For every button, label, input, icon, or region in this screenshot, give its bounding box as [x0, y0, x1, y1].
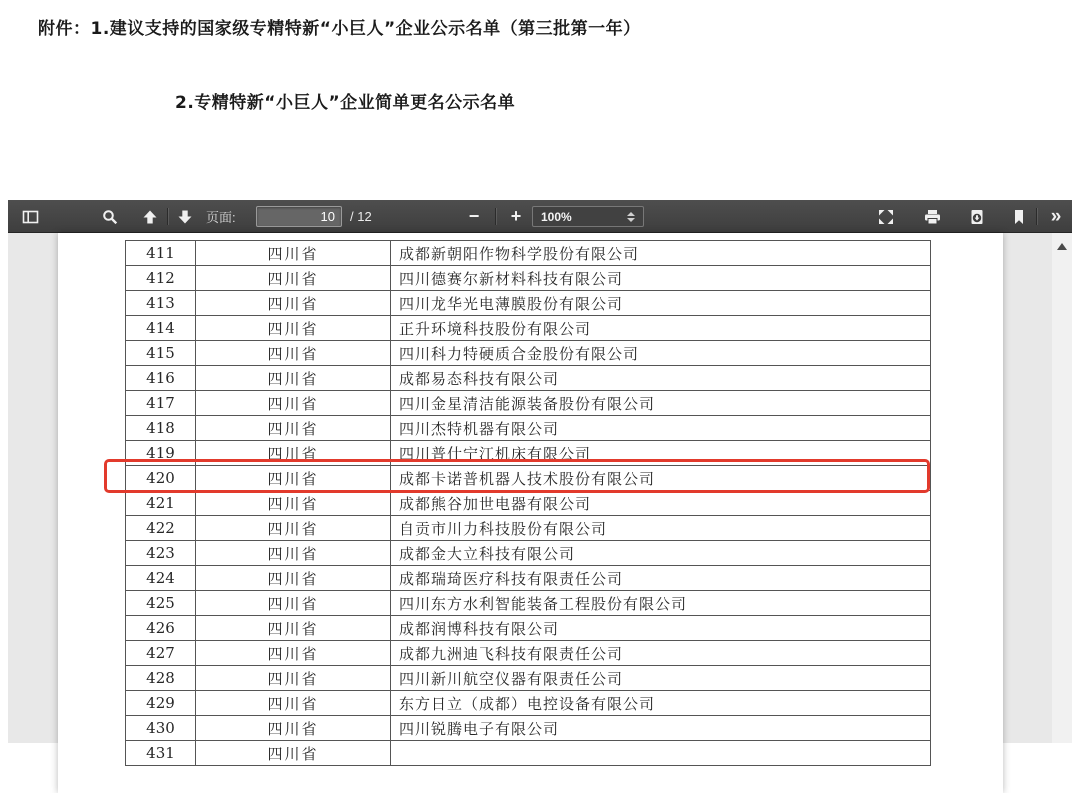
table-cell: 四川杰特机器有限公司	[391, 416, 931, 441]
table-cell: 四川省	[196, 591, 391, 616]
table-row	[126, 416, 931, 441]
table-cell: 430	[126, 716, 196, 741]
zoom-in-icon: +	[510, 206, 522, 226]
table-cell: 四川省	[196, 291, 391, 316]
table-cell: 413	[126, 291, 196, 316]
table-cell: 四川德赛尔新材料科技有限公司	[391, 266, 931, 291]
table-cell: 成都易态科技有限公司	[391, 366, 931, 391]
page-total: / 12	[350, 209, 372, 224]
table-cell: 成都润博科技有限公司	[391, 616, 931, 641]
table-cell: 417	[126, 391, 196, 416]
table-cell: 四川省	[196, 641, 391, 666]
toolbar-divider	[495, 208, 496, 225]
table-cell: 四川新川航空仪器有限责任公司	[391, 666, 931, 691]
page-number-input[interactable]	[256, 206, 342, 227]
bookmark-button[interactable]	[1005, 200, 1033, 233]
table-cell: 412	[126, 266, 196, 291]
toolbar-divider	[1036, 208, 1037, 225]
pdf-viewer	[8, 200, 1072, 763]
more-tools-icon: »	[1050, 205, 1062, 227]
zoom-level-select[interactable]	[532, 206, 644, 227]
table-cell: 424	[126, 566, 196, 591]
table-cell: 421	[126, 491, 196, 516]
table-cell: 四川省	[196, 566, 391, 591]
table-cell: 四川省	[196, 366, 391, 391]
table-cell: 四川省	[196, 541, 391, 566]
pdf-table-body	[126, 241, 931, 766]
table-cell: 415	[126, 341, 196, 366]
table-cell: 429	[126, 691, 196, 716]
table-cell: 四川省	[196, 441, 391, 466]
table-row	[126, 641, 931, 666]
table-cell: 四川省	[196, 241, 391, 266]
table-cell: 411	[126, 241, 196, 266]
table-cell: 418	[126, 416, 196, 441]
table-cell: 成都金大立科技有限公司	[391, 541, 931, 566]
table-cell	[391, 741, 931, 766]
print-icon	[924, 209, 941, 225]
pdf-toolbar	[8, 200, 1072, 233]
table-row	[126, 691, 931, 716]
attachment-line2: 2.专精特新“小巨人”企业简单更名公示名单	[175, 93, 516, 113]
table-cell: 四川省	[196, 391, 391, 416]
table-row	[126, 591, 931, 616]
table-cell: 426	[126, 616, 196, 641]
table-cell: 四川省	[196, 516, 391, 541]
table-cell: 428	[126, 666, 196, 691]
page-up-icon	[142, 209, 158, 225]
zoom-level-value: 100%	[541, 209, 572, 224]
table-cell: 四川省	[196, 266, 391, 291]
table-cell: 成都瑞琦医疗科技有限责任公司	[391, 566, 931, 591]
company-table	[125, 240, 931, 766]
table-cell: 419	[126, 441, 196, 466]
table-cell: 四川省	[196, 491, 391, 516]
table-row	[126, 666, 931, 691]
search-icon	[102, 209, 118, 225]
table-row	[126, 366, 931, 391]
table-cell: 正升环境科技股份有限公司	[391, 316, 931, 341]
table-cell: 四川普什宁江机床有限公司	[391, 441, 931, 466]
table-cell: 四川省	[196, 316, 391, 341]
table-cell: 427	[126, 641, 196, 666]
print-button[interactable]	[918, 200, 946, 233]
scroll-up-arrow-icon	[1057, 243, 1067, 250]
table-cell: 四川省	[196, 616, 391, 641]
vertical-scrollbar[interactable]	[1052, 233, 1072, 743]
table-cell: 414	[126, 316, 196, 341]
table-cell: 422	[126, 516, 196, 541]
table-cell: 四川锐腾电子有限公司	[391, 716, 931, 741]
more-tools-button[interactable]	[1042, 200, 1070, 233]
table-cell: 四川省	[196, 741, 391, 766]
page-label: 页面:	[206, 210, 236, 225]
table-cell: 416	[126, 366, 196, 391]
table-cell: 431	[126, 741, 196, 766]
next-page-button[interactable]	[171, 200, 199, 233]
table-row	[126, 291, 931, 316]
table-cell: 东方日立（成都）电控设备有限公司	[391, 691, 931, 716]
table-row	[126, 466, 931, 491]
bookmark-icon	[1011, 209, 1027, 225]
spinner-icon	[627, 212, 635, 222]
table-cell: 四川金星清洁能源装备股份有限公司	[391, 391, 931, 416]
table-row	[126, 391, 931, 416]
table-cell: 425	[126, 591, 196, 616]
table-row	[126, 741, 931, 766]
table-row	[126, 516, 931, 541]
zoom-out-icon: −	[468, 206, 480, 226]
table-cell: 四川省	[196, 716, 391, 741]
table-cell: 四川省	[196, 691, 391, 716]
table-row	[126, 566, 931, 591]
zoom-in-button[interactable]	[502, 200, 530, 233]
table-cell: 四川科力特硬质合金股份有限公司	[391, 341, 931, 366]
previous-page-button[interactable]	[136, 200, 164, 233]
zoom-out-button[interactable]	[460, 200, 488, 233]
table-cell: 423	[126, 541, 196, 566]
toolbar-divider	[167, 208, 168, 225]
table-cell: 四川省	[196, 666, 391, 691]
search-button[interactable]	[96, 200, 124, 233]
table-cell: 四川龙华光电薄膜股份有限公司	[391, 291, 931, 316]
pdf-content-area	[8, 233, 1072, 763]
table-row	[126, 441, 931, 466]
table-cell: 四川省	[196, 416, 391, 441]
table-cell: 420	[126, 466, 196, 491]
table-row	[126, 241, 931, 266]
page-down-icon	[177, 209, 193, 225]
sidebar-toggle-icon	[22, 209, 39, 225]
table-cell: 四川东方水利智能装备工程股份有限公司	[391, 591, 931, 616]
table-row	[126, 266, 931, 291]
download-icon	[969, 209, 985, 225]
sidebar-toggle-button[interactable]	[16, 200, 44, 233]
attachment-line1: 附件：1.建议支持的国家级专精特新“小巨人”企业公示名单（第三批第一年）	[38, 19, 641, 39]
table-row	[126, 616, 931, 641]
table-row	[126, 341, 931, 366]
table-row	[126, 491, 931, 516]
table-cell: 四川省	[196, 341, 391, 366]
table-cell: 成都卡诺普机器人技术股份有限公司	[391, 466, 931, 491]
table-row	[126, 716, 931, 741]
presentation-mode-button[interactable]	[872, 200, 900, 233]
table-cell: 成都九洲迪飞科技有限责任公司	[391, 641, 931, 666]
table-cell: 四川省	[196, 466, 391, 491]
table-cell: 自贡市川力科技股份有限公司	[391, 516, 931, 541]
download-button[interactable]	[963, 200, 991, 233]
table-cell: 成都熊谷加世电器有限公司	[391, 491, 931, 516]
table-row	[126, 541, 931, 566]
table-cell: 成都新朝阳作物科学股份有限公司	[391, 241, 931, 266]
presentation-mode-icon	[878, 209, 894, 225]
table-row	[126, 316, 931, 341]
